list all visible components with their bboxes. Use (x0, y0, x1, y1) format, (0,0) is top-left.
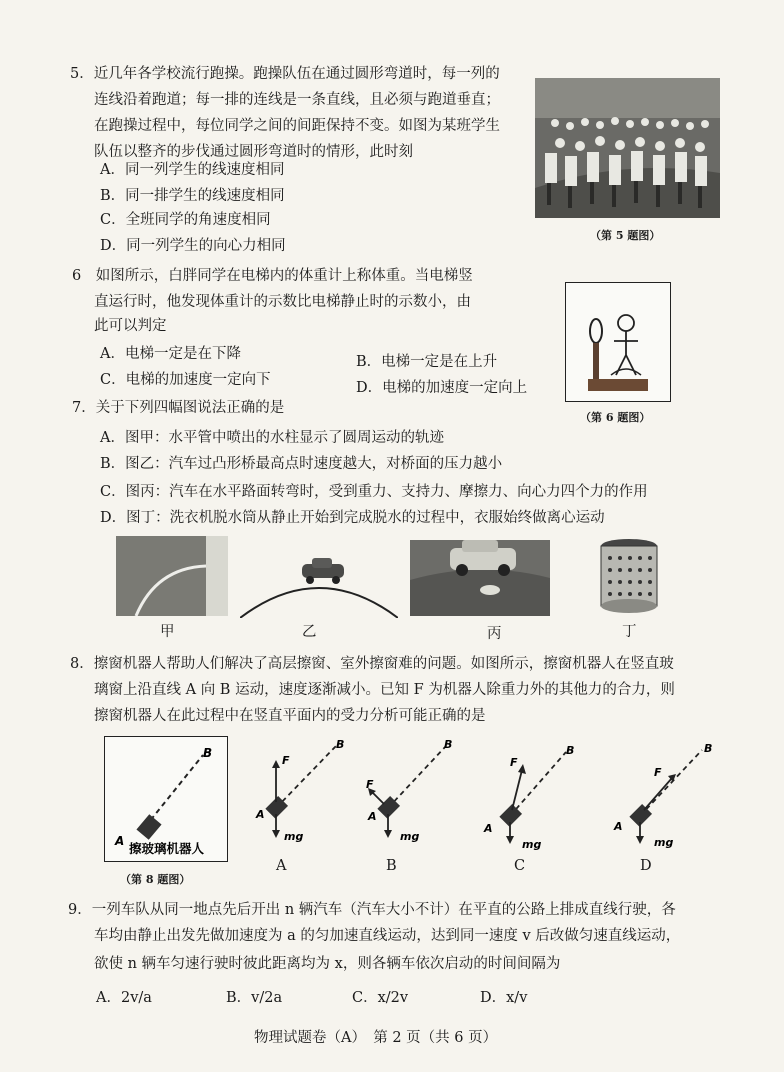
q8-caption: （第 8 题图） (120, 873, 191, 886)
q8-option-a-figure (244, 736, 344, 852)
q7-stem: 7．关于下列四幅图说法正确的是 (72, 400, 285, 416)
q8-fig-label: 擦玻璃机器人 (129, 841, 205, 856)
page-footer: 物理试题卷（A） 第 2 页（共 6 页） (254, 1030, 498, 1046)
q8-stem-line: 擦窗机器人在此过程中在竖直平面内的受力分析可能正确的是 (94, 708, 486, 724)
q8-main-figure (104, 736, 228, 862)
q8-a-sym-f: F (282, 754, 290, 767)
q7-label-yi: 乙 (302, 624, 317, 640)
q8-option-a-label: A (276, 858, 287, 874)
q7-option-b: B．图乙：汽车过凸形桥最高点时速度越大，对桥面的压力越小 (100, 456, 503, 472)
q5-option-b: B．同一排学生的线速度相同 (100, 188, 285, 204)
q9-option-b: B．v/2a (226, 990, 283, 1006)
q8-d-sym-a: A (614, 820, 623, 833)
q7-figure-yi (240, 554, 398, 618)
q5-option-a: A．同一列学生的线速度相同 (100, 162, 285, 178)
q8-c-sym-b: B (566, 744, 575, 757)
q6-stem-line: 此可以判定 (94, 318, 167, 334)
q8-b-sym-mg: mg (400, 830, 420, 843)
q8-option-c-figure (476, 736, 586, 852)
q8-a-sym-a: A (256, 808, 265, 821)
q7-label-bing: 丙 (487, 626, 502, 642)
q9-option-c: C．x/2v (352, 990, 409, 1006)
q7-option-c: C．图丙：汽车在水平路面转弯时，受到重力、支持力、摩擦力、向心力四个力的作用 (100, 484, 648, 500)
q8-c-sym-mg: mg (522, 838, 542, 851)
q8-option-d-figure (610, 736, 720, 852)
q6-stem-line: 直运行时，他发现体重计的示数比电梯静止时的示数小，由 (94, 294, 471, 310)
q8-d-sym-mg: mg (654, 836, 674, 849)
q6-elevator-figure (565, 282, 671, 402)
q5-stem-line: 连线沿着跑道；每一排的连线是一条直线，且必须与跑道垂直； (94, 92, 500, 108)
q6-option-d: D．电梯的加速度一定向上 (356, 380, 528, 396)
q8-c-sym-f: F (510, 756, 518, 769)
q5-option-d: D．同一列学生的向心力相同 (100, 238, 286, 254)
q6-option-a: A．电梯一定是在下降 (100, 346, 241, 362)
q5-stem-line: 队伍以整齐的步伐通过圆形弯道时的情形，此时刻 (94, 144, 413, 160)
q7-figure-jia (116, 536, 228, 616)
q8-c-sym-a: A (484, 822, 493, 835)
q9-option-d: D．x/v (480, 990, 528, 1006)
q8-option-c-label: C (514, 858, 526, 874)
q7-label-ding: 丁 (622, 624, 637, 640)
q5-stem-line: 在跑操过程中，每位同学之间的间距保持不变。如图为某班学生 (94, 118, 500, 134)
q8-stem-line: 8．擦窗机器人帮助人们解决了高层擦窗、室外擦窗难的问题。如图所示，擦窗机器人在竖直玻 (70, 656, 674, 672)
q8-option-b-label: B (386, 858, 397, 874)
q9-option-a: A．2v/a (96, 990, 152, 1006)
q8-d-sym-f: F (654, 766, 662, 779)
q7-figure-bing (410, 540, 550, 616)
q8-stem-line: 璃窗上沿直线 A 向 B 运动，速度逐渐减小。已知 F 为机器人除重力外的其他力的合力，则 (94, 682, 675, 698)
q8-b-sym-a: A (368, 810, 377, 823)
q5-option-c: C．全班同学的角速度相同 (100, 212, 271, 228)
q8-option-b-figure (354, 736, 454, 852)
q7-label-jia: 甲 (160, 624, 175, 640)
q8-option-d-label: D (640, 858, 652, 874)
q5-stem-line: 5．近几年各学校流行跑操。跑操队伍在通过圆形弯道时，每一列的 (70, 66, 500, 82)
q8-b-sym-f: F (366, 778, 374, 791)
q9-stem-line: 车均由静止出发先做加速度为 a 的匀加速直线运动，达到同一速度 v 后改做匀速直线运动， (94, 928, 681, 944)
q8-d-sym-b: B (704, 742, 713, 755)
q5-caption: （第 5 题图） (590, 229, 661, 242)
q6-caption: （第 6 题图） (580, 411, 651, 424)
q8-a-sym-b: B (336, 738, 344, 751)
q6-option-b: B．电梯一定是在上升 (356, 354, 498, 370)
q6-stem-line: 6 如图所示，白胖同学在电梯内的体重计上称体重。当电梯竖 (72, 268, 473, 284)
q8-point-a: A (115, 834, 125, 848)
q7-option-d: D．图丁：洗衣机脱水筒从静止开始到完成脱水的过程中，衣服始终做离心运动 (100, 510, 605, 526)
q9-stem-line: 欲使 n 辆车匀速行驶时彼此距离均为 x，则各辆车依次启动的时间间隔为 (94, 956, 561, 972)
q8-a-sym-mg: mg (284, 830, 304, 843)
q7-figure-ding (598, 538, 660, 614)
q8-b-sym-b: B (444, 738, 453, 751)
q8-point-b: B (203, 746, 213, 760)
q5-running-photo (535, 78, 720, 218)
q9-stem-line: 9．一列车队从同一地点先后开出 n 辆汽车（汽车大小不计）在平直的公路上排成直线行驶，各 (68, 902, 676, 918)
q6-option-c: C．电梯的加速度一定向下 (100, 372, 271, 388)
q7-option-a: A．图甲：水平管中喷出的水柱显示了圆周运动的轨迹 (100, 430, 444, 446)
